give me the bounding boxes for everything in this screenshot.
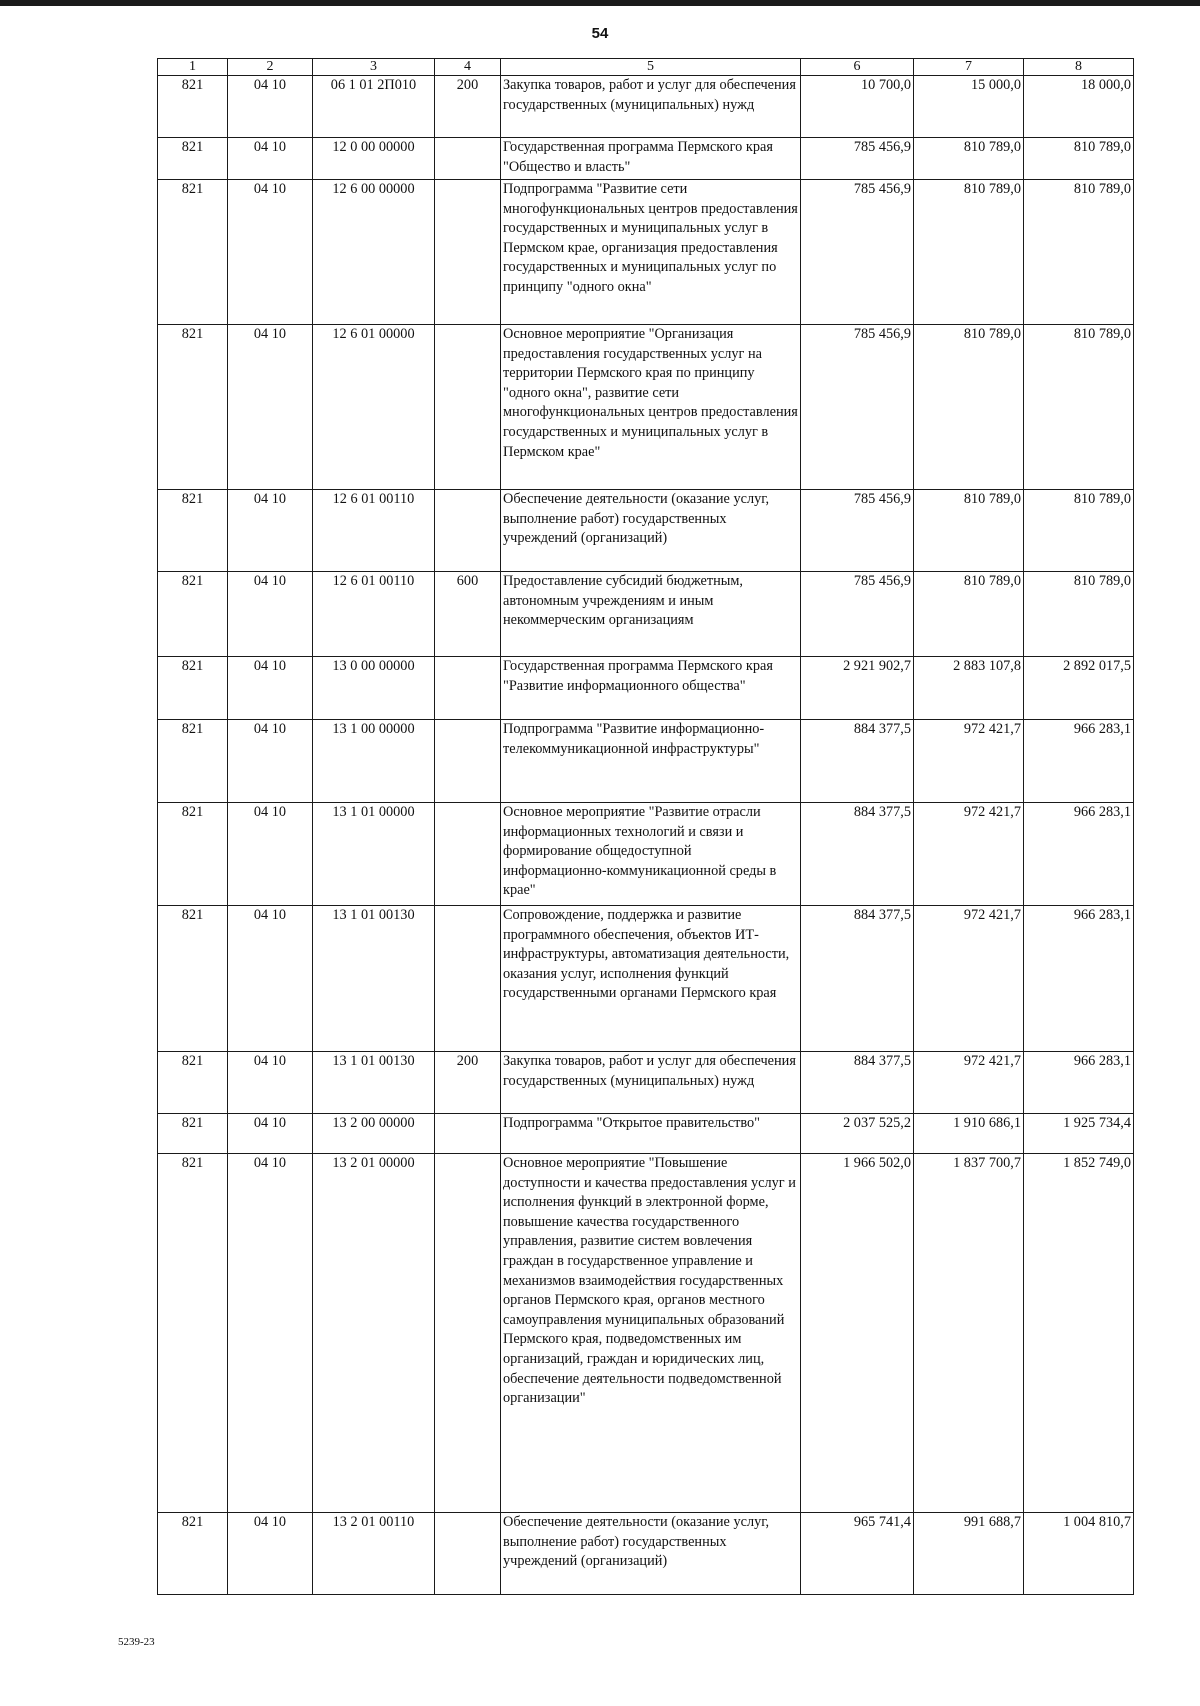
admin-code-cell: 821 [158,572,228,657]
table-row [158,490,1134,572]
section-code-cell: 04 10 [228,1154,313,1513]
section-code-cell: 04 10 [228,76,313,138]
description-cell: Подпрограмма "Открытое правительство" [501,1114,801,1154]
expense-type-cell [435,906,501,1052]
amount-cell: 785 456,9 [801,180,914,325]
target-code-cell: 12 0 00 00000 [313,138,435,180]
target-code-cell: 12 6 00 00000 [313,180,435,325]
amount-cell: 810 789,0 [914,180,1024,325]
admin-code-cell: 821 [158,1052,228,1114]
section-code-cell: 04 10 [228,1513,313,1595]
amount-cell: 785 456,9 [801,138,914,180]
target-code-cell: 12 6 01 00110 [313,490,435,572]
amount-cell: 884 377,5 [801,803,914,906]
amount-cell: 972 421,7 [914,906,1024,1052]
expense-type-cell: 600 [435,572,501,657]
expense-type-cell [435,803,501,906]
target-code-cell: 13 2 01 00000 [313,1154,435,1513]
amount-cell: 785 456,9 [801,325,914,490]
expense-type-cell [435,180,501,325]
target-code-cell: 06 1 01 2П010 [313,76,435,138]
target-code-cell: 13 1 00 00000 [313,720,435,803]
amount-cell: 1 966 502,0 [801,1154,914,1513]
header-cell: 3 [313,59,435,76]
target-code-cell: 13 1 01 00130 [313,906,435,1052]
page-number: 54 [591,25,609,42]
amount-cell: 18 000,0 [1024,76,1134,138]
description-cell: Обеспечение деятельности (оказание услуг, выполнение работ) государственных учреждений (организаций) [501,1513,801,1595]
header-cell: 2 [228,59,313,76]
section-code-cell: 04 10 [228,325,313,490]
admin-code-cell: 821 [158,657,228,720]
admin-code-cell: 821 [158,490,228,572]
table-row [158,906,1134,1052]
header-cell: 6 [801,59,914,76]
expense-type-cell: 200 [435,76,501,138]
section-code-cell: 04 10 [228,720,313,803]
amount-cell: 810 789,0 [1024,180,1134,325]
description-cell: Подпрограмма "Развитие сети многофункциональных центров предоставления государственных и муниципальных услуг в Пермском крае, организация предоставления государственных и муниципальных услуг по принципу "одного окна" [501,180,801,325]
target-code-cell: 13 1 01 00000 [313,803,435,906]
header-cell: 5 [501,59,801,76]
amount-cell: 810 789,0 [914,490,1024,572]
section-code-cell: 04 10 [228,657,313,720]
amount-cell: 2 921 902,7 [801,657,914,720]
expense-type-cell [435,1154,501,1513]
expense-type-cell: 200 [435,1052,501,1114]
amount-cell: 1 004 810,7 [1024,1513,1134,1595]
admin-code-cell: 821 [158,1154,228,1513]
table-row [158,572,1134,657]
target-code-cell: 13 1 01 00130 [313,1052,435,1114]
amount-cell: 15 000,0 [914,76,1024,138]
admin-code-cell: 821 [158,1513,228,1595]
amount-cell: 966 283,1 [1024,803,1134,906]
section-code-cell: 04 10 [228,138,313,180]
table-header-row [158,59,1134,76]
amount-cell: 884 377,5 [801,906,914,1052]
description-cell: Государственная программа Пермского края "Общество и власть" [501,138,801,180]
admin-code-cell: 821 [158,138,228,180]
admin-code-cell: 821 [158,720,228,803]
target-code-cell: 13 2 00 00000 [313,1114,435,1154]
description-cell: Основное мероприятие "Повышение доступности и качества предоставления услуг и исполнения функций в электронной форме, повышение качества государственного управления, развитие систем вовлечения граждан в государственное управление и механизмов взаимодействия государственных органов Пермского края, органов местного самоуправления муниципальных образований Пермского края, подведомственных им организаций, граждан и юридических лиц, обеспечение деятельности подведомственной организации" [501,1154,801,1513]
amount-cell: 810 789,0 [914,138,1024,180]
expense-type-cell [435,1513,501,1595]
amount-cell: 965 741,4 [801,1513,914,1595]
section-code-cell: 04 10 [228,1114,313,1154]
amount-cell: 2 892 017,5 [1024,657,1134,720]
description-cell: Сопровождение, поддержка и развитие программного обеспечения, объектов ИТ-инфраструктуры, автоматизация деятельности, оказания услуг, исполнения функций государственными органами Пермского края [501,906,801,1052]
amount-cell: 785 456,9 [801,572,914,657]
description-cell: Предоставление субсидий бюджетным, автономным учреждениям и иным некоммерческим организациям [501,572,801,657]
table-row [158,1114,1134,1154]
table-row [158,1513,1134,1595]
description-cell: Подпрограмма "Развитие информационно-телекоммуникационной инфраструктуры" [501,720,801,803]
table-row [158,720,1134,803]
section-code-cell: 04 10 [228,572,313,657]
header-cell: 8 [1024,59,1134,76]
target-code-cell: 12 6 01 00000 [313,325,435,490]
amount-cell: 972 421,7 [914,720,1024,803]
table-row [158,76,1134,138]
amount-cell: 1 910 686,1 [914,1114,1024,1154]
amount-cell: 1 852 749,0 [1024,1154,1134,1513]
budget-table [157,58,1134,1595]
amount-cell: 810 789,0 [1024,138,1134,180]
amount-cell: 966 283,1 [1024,906,1134,1052]
admin-code-cell: 821 [158,76,228,138]
amount-cell: 2 883 107,8 [914,657,1024,720]
description-cell: Государственная программа Пермского края "Развитие информационного общества" [501,657,801,720]
amount-cell: 1 925 734,4 [1024,1114,1134,1154]
section-code-cell: 04 10 [228,906,313,1052]
amount-cell: 884 377,5 [801,720,914,803]
section-code-cell: 04 10 [228,1052,313,1114]
admin-code-cell: 821 [158,325,228,490]
document-code: 5239-23 [118,1636,155,1648]
amount-cell: 10 700,0 [801,76,914,138]
table-row [158,803,1134,906]
table-row [158,180,1134,325]
expense-type-cell [435,1114,501,1154]
section-code-cell: 04 10 [228,803,313,906]
section-code-cell: 04 10 [228,490,313,572]
table-row [158,657,1134,720]
amount-cell: 810 789,0 [1024,572,1134,657]
amount-cell: 972 421,7 [914,1052,1024,1114]
amount-cell: 810 789,0 [1024,325,1134,490]
amount-cell: 966 283,1 [1024,720,1134,803]
target-code-cell: 13 2 01 00110 [313,1513,435,1595]
expense-type-cell [435,720,501,803]
admin-code-cell: 821 [158,1114,228,1154]
table-row [158,138,1134,180]
header-cell: 4 [435,59,501,76]
header-cell: 7 [914,59,1024,76]
description-cell: Обеспечение деятельности (оказание услуг, выполнение работ) государственных учреждений (организаций) [501,490,801,572]
admin-code-cell: 821 [158,180,228,325]
amount-cell: 1 837 700,7 [914,1154,1024,1513]
target-code-cell: 13 0 00 00000 [313,657,435,720]
table-row [158,1052,1134,1114]
expense-type-cell [435,657,501,720]
amount-cell: 810 789,0 [914,572,1024,657]
amount-cell: 972 421,7 [914,803,1024,906]
amount-cell: 966 283,1 [1024,1052,1134,1114]
description-cell: Основное мероприятие "Организация предоставления государственных услуг на территории Пермского края по принципу "одного окна", развитие сети многофункциональных центров предоставления государственных и муниципальных услуг в Пермском крае" [501,325,801,490]
expense-type-cell [435,138,501,180]
admin-code-cell: 821 [158,803,228,906]
amount-cell: 810 789,0 [914,325,1024,490]
expense-type-cell [435,325,501,490]
header-cell: 1 [158,59,228,76]
amount-cell: 991 688,7 [914,1513,1024,1595]
description-cell: Закупка товаров, работ и услуг для обеспечения государственных (муниципальных) нужд [501,76,801,138]
amount-cell: 810 789,0 [1024,490,1134,572]
amount-cell: 2 037 525,2 [801,1114,914,1154]
description-cell: Основное мероприятие "Развитие отрасли информационных технологий и связи и формирование общедоступной информационно-коммуникационной среды в крае" [501,803,801,906]
target-code-cell: 12 6 01 00110 [313,572,435,657]
top-edge-rule [0,0,1200,6]
amount-cell: 785 456,9 [801,490,914,572]
description-cell: Закупка товаров, работ и услуг для обеспечения государственных (муниципальных) нужд [501,1052,801,1114]
table-row [158,1154,1134,1513]
table-row [158,325,1134,490]
section-code-cell: 04 10 [228,180,313,325]
expense-type-cell [435,490,501,572]
amount-cell: 884 377,5 [801,1052,914,1114]
admin-code-cell: 821 [158,906,228,1052]
